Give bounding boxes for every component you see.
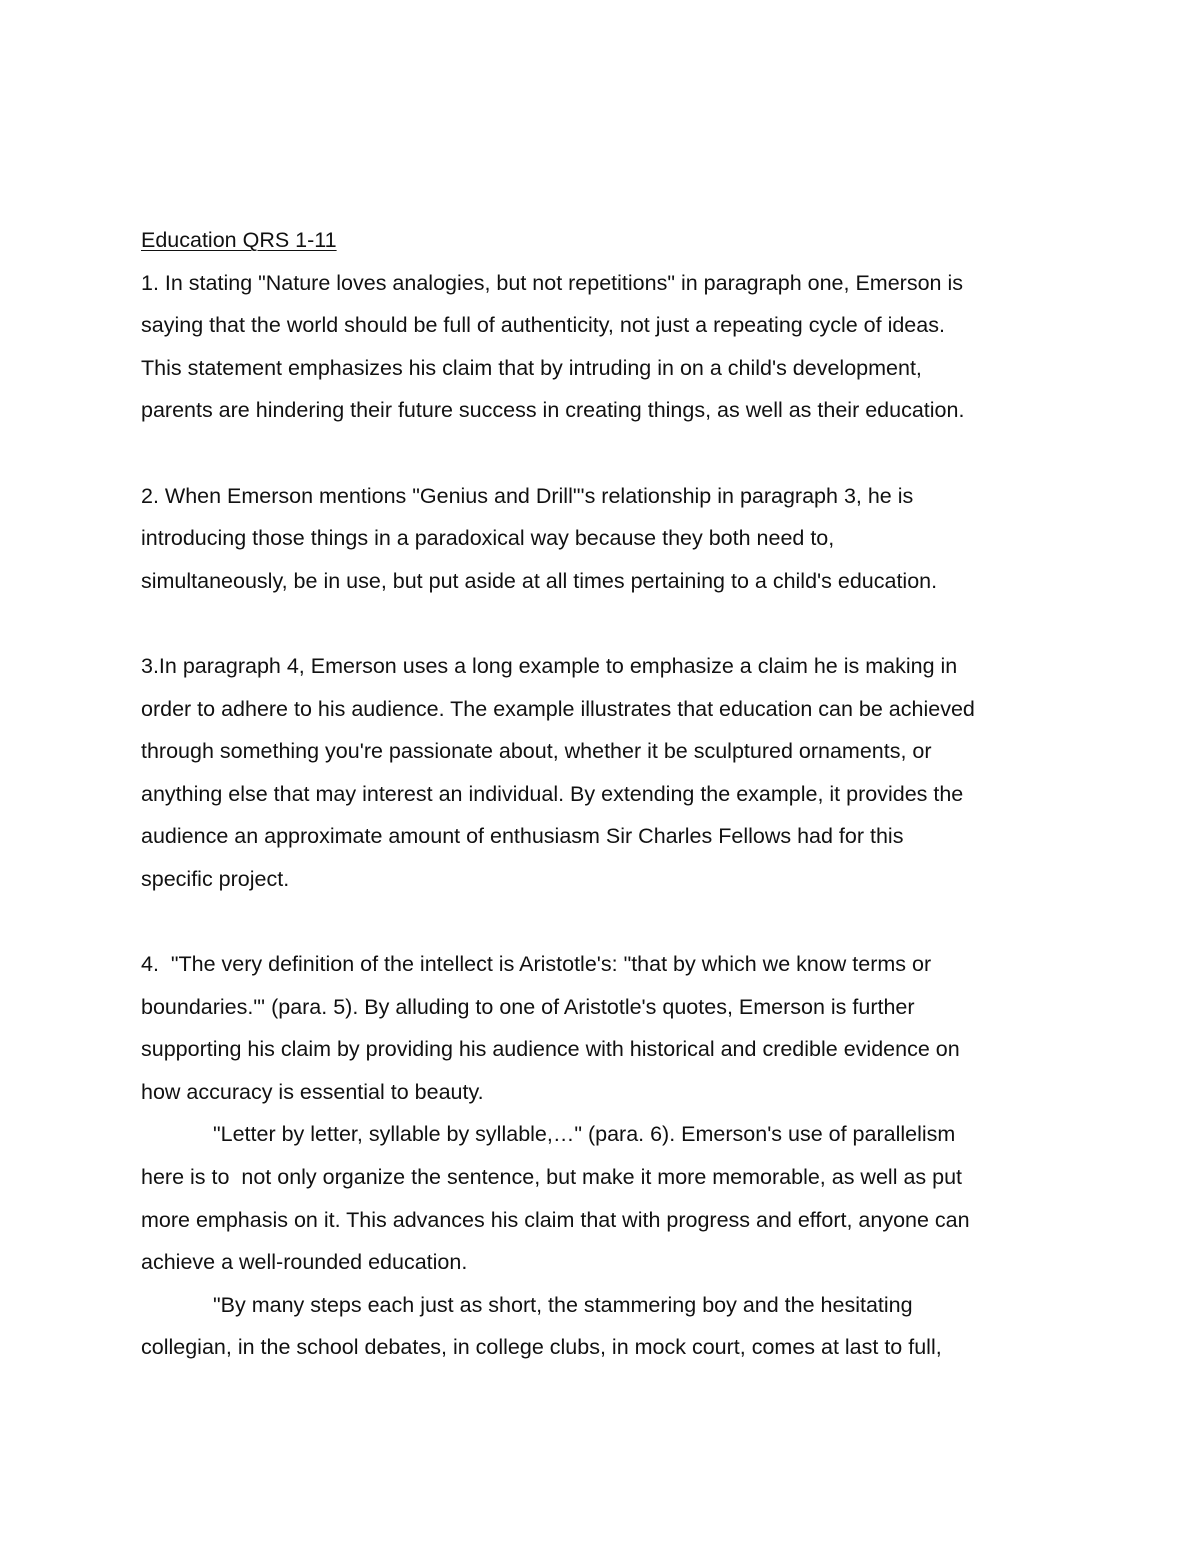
- answer-4-quote-2-line: more emphasis on it. This advances his claim that with progress and effort, anyone can: [141, 1207, 970, 1232]
- answer-3-line: audience an approximate amount of enthusiasm Sir Charles Fellows had for this: [141, 824, 904, 849]
- answer-4-line: boundaries."' (para. 5). By alluding to one of Aristotle's quotes, Emerson is further: [141, 994, 915, 1019]
- answer-4: [141, 943, 1066, 1113]
- answer-4-quote-3: [141, 1284, 1066, 1369]
- answer-1-line: saying that the world should be full of authenticity, not just a repeating cycle of ideas.: [141, 313, 945, 338]
- answer-2-line: introducing those things in a paradoxical way because they both need to,: [141, 526, 835, 551]
- answer-3-line: through something you're passionate about, whether it be sculptured ornaments, or: [141, 739, 932, 764]
- paragraph-spacer: [141, 602, 1066, 645]
- document-title: Education QRS 1-11: [141, 228, 337, 252]
- answer-2-line: simultaneously, be in use, but put aside at all times pertaining to a child's education.: [141, 568, 938, 593]
- answer-3-line: specific project.: [141, 866, 290, 891]
- answer-4-quote-2-line: [141, 1113, 1066, 1156]
- answer-1-line: This statement emphasizes his claim that by intruding in on a child's development,: [141, 355, 922, 380]
- answer-1: [141, 262, 1066, 432]
- answer-2-line: 2. When Emerson mentions "Genius and Drill"'s relationship in paragraph 3, he is: [141, 483, 914, 508]
- document-body: [141, 219, 1066, 1369]
- answer-3: [141, 645, 1066, 901]
- answer-1-line: parents are hindering their future success in creating things, as well as their education.: [141, 398, 965, 423]
- answer-4-line: 4. "The very definition of the intellect is Aristotle's: "that by which we know terms or: [141, 952, 932, 977]
- answer-4-quote-3-line: [141, 1284, 1066, 1327]
- answer-1-line: 1. In stating "Nature loves analogies, but not repetitions" in paragraph one, Emerson is: [141, 270, 963, 295]
- answer-4-line: how accuracy is essential to beauty.: [141, 1079, 484, 1104]
- answer-3-line: anything else that may interest an individual. By extending the example, it provides the: [141, 781, 964, 806]
- answer-2: [141, 475, 1066, 603]
- answer-4-quote-2-line: achieve a well-rounded education.: [141, 1250, 468, 1275]
- answer-4-quote-2: [141, 1113, 1066, 1283]
- answer-4-line: supporting his claim by providing his audience with historical and credible evidence on: [141, 1037, 960, 1062]
- answer-3-line: 3.In paragraph 4, Emerson uses a long example to emphasize a claim he is making in: [141, 653, 958, 678]
- answer-4-quote-3-line: collegian, in the school debates, in college clubs, in mock court, comes at last to full,: [141, 1335, 942, 1360]
- answer-4-quote-2-line: here is to not only organize the sentence, but make it more memorable, as well as put: [141, 1165, 963, 1190]
- answer-4-quote-2-text: "Letter by letter, syllable by syllable,…" (para. 6). Emerson's use of parallelism: [213, 1122, 956, 1147]
- answer-4-quote-3-text: "By many steps each just as short, the stammering boy and the hesitating: [213, 1292, 913, 1317]
- paragraph-spacer: [141, 432, 1066, 475]
- answer-3-line: order to adhere to his audience. The example illustrates that education can be achieved: [141, 696, 975, 721]
- paragraph-spacer: [141, 901, 1066, 944]
